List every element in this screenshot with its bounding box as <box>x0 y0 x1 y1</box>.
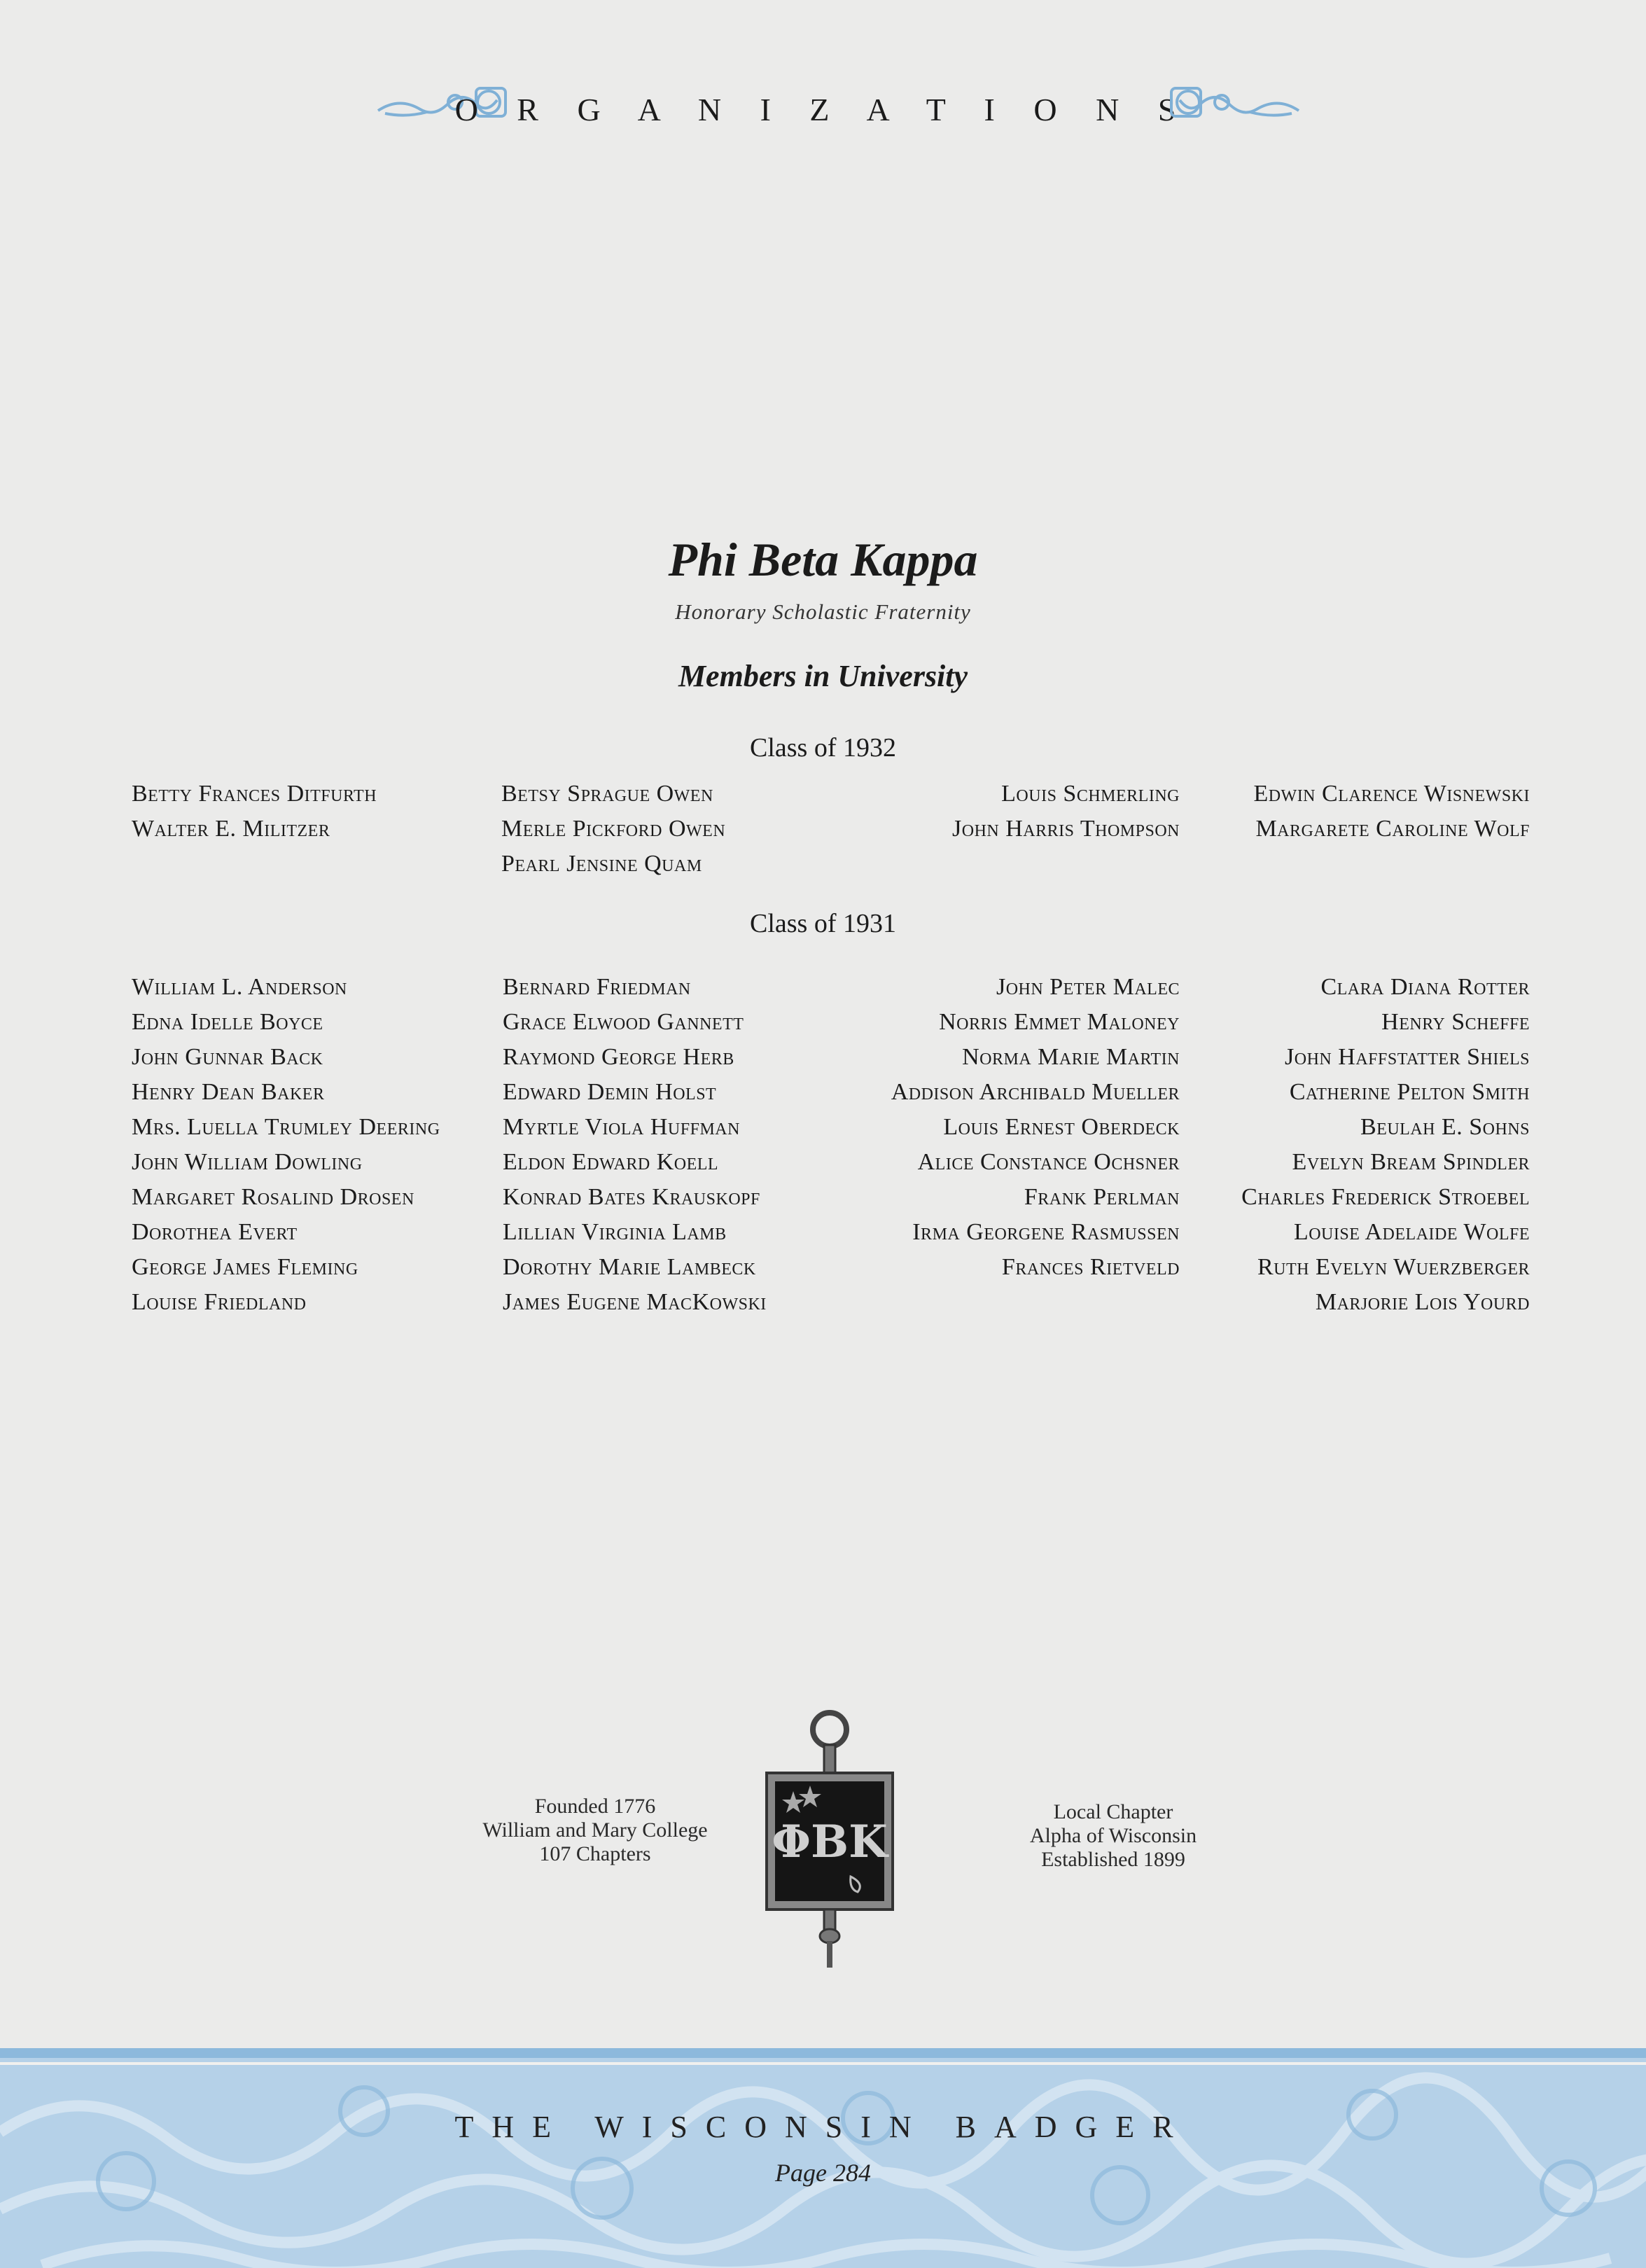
member-name: Walter E. Militzer <box>132 816 330 842</box>
member-name: John Harris Thompson <box>952 816 1180 842</box>
class-1931-column-2 <box>503 970 767 1320</box>
member-name: Edna Idelle Boyce <box>132 1009 323 1035</box>
member-name: Margaret Rosalind Drosen <box>132 1184 414 1210</box>
member-name: Dorothea Evert <box>132 1219 298 1245</box>
member-name: Merle Pickford Owen <box>501 816 726 842</box>
founding-college: William and Mary College <box>482 1818 708 1842</box>
local-chapter-info <box>994 1800 1232 1872</box>
member-name: Lillian Virginia Lamb <box>503 1219 727 1245</box>
member-name: Ruth Evelyn Wuerzberger <box>1257 1254 1530 1280</box>
established-year: Established 1899 <box>1041 1848 1185 1871</box>
member-name: Dorothy Marie Lambeck <box>503 1254 756 1280</box>
key-letters: ΦΒΚ <box>772 1816 888 1868</box>
member-name: Irma Georgene Rasmussen <box>912 1219 1180 1245</box>
member-name: Margarete Caroline Wolf <box>1255 816 1530 842</box>
member-name: Louise Adelaide Wolfe <box>1293 1219 1530 1245</box>
right-scroll-ornament-icon <box>1166 83 1306 125</box>
class-1931-column-4 <box>1241 970 1530 1320</box>
member-name: Bernard Friedman <box>503 974 691 1000</box>
member-name: Raymond George Herb <box>503 1044 734 1070</box>
yearbook-title: THE WISCONSIN BADGER <box>454 2110 1192 2144</box>
class-1932-column-4 <box>1253 777 1530 847</box>
member-name: Alice Constance Ochsner <box>917 1149 1180 1175</box>
section-title: O R G A N I Z A T I O N S <box>454 92 1192 127</box>
member-name: James Eugene MacKowski <box>503 1289 767 1315</box>
member-name: Louis Ernest Oberdeck <box>943 1114 1180 1140</box>
member-name: Louise Friedland <box>132 1289 307 1315</box>
member-name: Charles Frederick Stroebel <box>1241 1184 1530 1210</box>
member-name: Marjorie Lois Yourd <box>1315 1289 1530 1315</box>
chapter-name: Alpha of Wisconsin <box>1029 1824 1197 1847</box>
class-1932-column-1 <box>132 777 377 847</box>
member-name: Betty Frances Ditfurth <box>132 781 377 807</box>
member-name: John Gunnar Back <box>132 1044 323 1070</box>
class-1932-column-3 <box>952 777 1180 847</box>
page-header <box>0 83 1646 139</box>
member-name: Addison Archibald Mueller <box>891 1079 1180 1105</box>
member-name: Edward Demin Holst <box>503 1079 717 1105</box>
member-name: William L. Anderson <box>132 974 347 1000</box>
member-name: Konrad Bates Krauskopf <box>503 1184 760 1210</box>
class-1932-column-2 <box>501 777 725 882</box>
member-name: John Haffstatter Shiels <box>1285 1044 1530 1070</box>
member-name: Norris Emmet Maloney <box>939 1009 1180 1035</box>
page-number: Page 284 <box>775 2159 871 2187</box>
member-name: Louis Schmerling <box>1001 781 1180 807</box>
class-1931-column-3 <box>891 970 1180 1285</box>
phi-beta-kappa-key-icon <box>760 1709 900 1971</box>
class-1931-column-1 <box>132 970 440 1320</box>
member-name: John William Dowling <box>132 1149 363 1175</box>
fraternity-subtitle: Honorary Scholastic Fraternity <box>675 599 971 624</box>
member-name: Beulah E. Sohns <box>1360 1114 1530 1140</box>
member-name: Norma Marie Martin <box>962 1044 1180 1070</box>
member-name: Frank Perlman <box>1024 1184 1180 1210</box>
class-1931-heading: Class of 1931 <box>750 909 896 938</box>
member-name: Grace Elwood Gannett <box>503 1009 744 1035</box>
member-name: Clara Diana Rotter <box>1320 974 1530 1000</box>
founding-info <box>448 1795 742 1866</box>
member-name: Mrs. Luella Trumley Deering <box>132 1114 440 1140</box>
local-chapter-label: Local Chapter <box>1053 1800 1173 1823</box>
member-name: Henry Dean Baker <box>132 1079 325 1105</box>
member-name: John Peter Malec <box>996 974 1180 1000</box>
fraternity-name: Phi Beta Kappa <box>668 533 978 586</box>
member-name: Frances Rietveld <box>1001 1254 1180 1280</box>
class-1932-heading: Class of 1932 <box>750 733 896 763</box>
member-name: Pearl Jensine Quam <box>501 851 702 877</box>
member-name: Betsy Sprague Owen <box>501 781 713 807</box>
member-name: George James Fleming <box>132 1254 358 1280</box>
member-name: Henry Scheffe <box>1381 1009 1530 1035</box>
member-name: Eldon Edward Koell <box>503 1149 719 1175</box>
member-name: Edwin Clarence Wisnewski <box>1253 781 1530 807</box>
member-name: Myrtle Viola Huffman <box>503 1114 740 1140</box>
founding-year: Founded 1776 <box>534 1795 656 1818</box>
chapter-count: 107 Chapters <box>539 1842 651 1865</box>
member-name: Catherine Pelton Smith <box>1289 1079 1530 1105</box>
member-name: Evelyn Bream Spindler <box>1292 1149 1530 1175</box>
members-heading: Members in University <box>678 659 968 693</box>
